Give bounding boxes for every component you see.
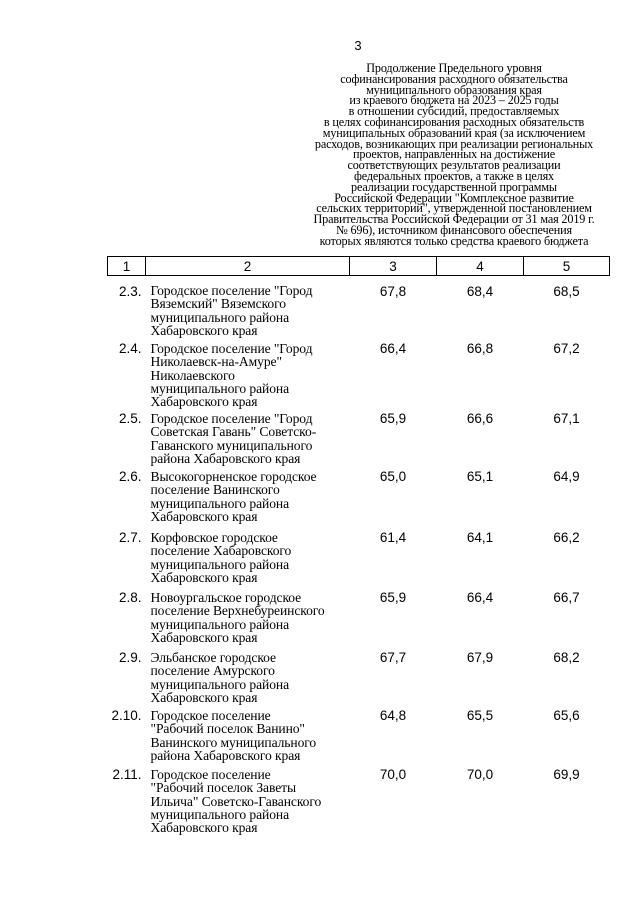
value-col-3: 70,0 bbox=[379, 767, 407, 782]
settlement-name bbox=[146, 529, 350, 589]
settlement-name-line: Городское поселение bbox=[150, 708, 271, 723]
settlement-name-line: Хабаровского края bbox=[150, 689, 258, 705]
settlement-name-line: муниципального района bbox=[150, 806, 290, 822]
settlement-name-line: Городское поселение "Город bbox=[150, 283, 313, 298]
settlement-name-line: района Хабаровского края bbox=[150, 450, 301, 466]
settlement-name-line: Хабаровского края bbox=[150, 569, 258, 585]
value-col-3: 67,7 bbox=[379, 650, 407, 665]
annex-note-line: соответствующих результатов реализации bbox=[347, 158, 561, 173]
value-col-3: 65,9 bbox=[379, 590, 407, 605]
settlement-name-line: муниципального района bbox=[150, 616, 290, 632]
annex-note-line: в отношении субсидий, предоставляемых bbox=[348, 104, 560, 119]
settlement-name-line: поселение Амурского bbox=[150, 663, 275, 679]
value-col-5: 68,2 bbox=[553, 650, 580, 665]
settlement-name bbox=[146, 410, 350, 468]
settlement-name-line: Советская Гавань" Советско- bbox=[150, 424, 317, 440]
settlement-name-line: Городское поселение bbox=[150, 767, 271, 782]
value-col-4: 66,4 bbox=[466, 590, 494, 605]
header-col-5: 5 bbox=[524, 257, 610, 276]
value-col-3: 65,9 bbox=[379, 411, 407, 426]
settlement-name-line: муниципального района bbox=[150, 676, 290, 692]
annex-note-line: Продолжение Предельного уровня bbox=[366, 61, 542, 75]
annex-note-line: проектов, направленных на достижение bbox=[353, 147, 555, 162]
settlement-name bbox=[146, 589, 350, 649]
table-row bbox=[108, 340, 610, 410]
table-header-row bbox=[108, 257, 610, 276]
page-number: 3 bbox=[354, 38, 362, 53]
value-col-4: 67,9 bbox=[466, 650, 494, 665]
annex-note-line: Правительства Российской Федерации от 31 мая 2019 г. bbox=[313, 212, 595, 227]
row-number: 2.5. bbox=[118, 411, 142, 426]
settlement-name-line: "Рабочий поселок Заветы bbox=[150, 780, 297, 796]
settlement-name bbox=[146, 649, 350, 707]
settlement-name-line: района Хабаровского края bbox=[150, 747, 301, 763]
value-col-4: 70,0 bbox=[466, 767, 494, 782]
settlement-name-line: муниципального района bbox=[150, 495, 290, 511]
value-col-4: 68,4 bbox=[466, 284, 494, 299]
value-col-5: 67,2 bbox=[553, 341, 580, 356]
value-col-5: 65,6 bbox=[553, 708, 580, 723]
annex-note-line: сельских территорий", утвержденной постановлением bbox=[316, 201, 592, 216]
settlement-name-line: Хабаровского края bbox=[150, 508, 258, 524]
value-col-5: 69,9 bbox=[553, 767, 580, 782]
settlement-name-line: Николаевского bbox=[150, 367, 235, 383]
settlement-name-line: Городское поселение "Город bbox=[150, 411, 313, 426]
annex-note bbox=[298, 63, 610, 247]
settlement-name-line: Вяземский" Вяземского bbox=[150, 296, 286, 312]
settlement-name-line: муниципального района bbox=[150, 380, 290, 396]
value-col-3: 66,4 bbox=[379, 341, 407, 356]
table-row bbox=[108, 649, 610, 707]
value-col-5: 67,1 bbox=[553, 411, 580, 426]
table-row bbox=[108, 766, 610, 834]
annex-note-line: муниципальных образований края (за исключением bbox=[322, 125, 586, 140]
settlement-name bbox=[146, 766, 350, 834]
settlement-name-line: Ильича" Советско-Гаванского bbox=[150, 793, 322, 809]
value-col-3: 65,0 bbox=[379, 469, 407, 484]
value-col-4: 64,1 bbox=[466, 530, 494, 545]
data-table bbox=[107, 256, 610, 834]
header-col-1: 1 bbox=[108, 257, 146, 276]
row-number: 2.8. bbox=[118, 590, 142, 605]
settlement-name bbox=[146, 468, 350, 529]
settlement-name-line: муниципального района bbox=[150, 556, 290, 572]
annex-note-line: которых являются только средства краевого бюджета bbox=[319, 233, 589, 248]
value-col-4: 66,8 bbox=[466, 341, 494, 356]
table-row bbox=[108, 410, 610, 468]
row-number: 2.3. bbox=[118, 284, 142, 299]
table-row bbox=[108, 589, 610, 649]
value-col-4: 65,1 bbox=[466, 469, 494, 484]
row-number: 2.4. bbox=[118, 341, 142, 356]
annex-note-line: муниципального образования края bbox=[366, 82, 542, 97]
table-row bbox=[108, 529, 610, 589]
row-number: 2.11. bbox=[112, 767, 142, 782]
settlement-name-line: Хабаровского края bbox=[150, 629, 258, 645]
row-number: 2.7. bbox=[118, 530, 142, 545]
value-col-4: 65,5 bbox=[466, 708, 494, 723]
row-number: 2.10. bbox=[111, 708, 142, 723]
value-col-5: 68,5 bbox=[553, 284, 580, 299]
table-row bbox=[108, 276, 610, 341]
value-col-3: 61,4 bbox=[379, 530, 407, 545]
settlement-name-line: муниципального района bbox=[150, 309, 290, 325]
settlement-name-line: Хабаровского края bbox=[150, 394, 258, 410]
settlement-name bbox=[146, 340, 350, 410]
settlement-name-line: Эльбанское городское bbox=[150, 650, 276, 665]
settlement-name-line: Николаевск-на-Амуре" bbox=[150, 354, 282, 370]
value-col-5: 66,7 bbox=[553, 590, 580, 605]
annex-note-line: федеральных проектов, а также в целях bbox=[354, 168, 554, 183]
value-col-3: 67,8 bbox=[379, 284, 407, 299]
table-row bbox=[108, 468, 610, 529]
row-number: 2.6. bbox=[118, 469, 142, 484]
settlement-name-line: поселение Верхнебуреинского bbox=[150, 603, 325, 619]
annex-note-line: Российской Федерации "Комплексное развитие bbox=[334, 190, 574, 205]
settlement-name-line: Корфовское городское bbox=[150, 530, 278, 545]
annex-note-line: в целях софинансирования расходных обязательств bbox=[323, 114, 585, 129]
settlement-name-line: поселение Хабаровского bbox=[150, 543, 292, 559]
settlement-name bbox=[146, 276, 350, 341]
value-col-5: 66,2 bbox=[553, 530, 580, 545]
annex-note-line: софинансирования расходного обязательства bbox=[340, 71, 568, 86]
settlement-name-line: Ванинского муниципального bbox=[150, 734, 317, 750]
settlement-name-line: Хабаровского края bbox=[150, 322, 258, 338]
settlement-name bbox=[146, 707, 350, 766]
header-col-3: 3 bbox=[350, 257, 437, 276]
settlement-name-line: Высокогорненское городское bbox=[150, 469, 317, 484]
annex-note-line: из краевого бюджета на 2023 – 2025 годы bbox=[349, 93, 559, 108]
annex-note-line: реализации государственной программы bbox=[351, 179, 557, 194]
settlement-name-line: Городское поселение "Город bbox=[150, 341, 313, 356]
settlement-name-line: Гаванского муниципального bbox=[150, 437, 313, 453]
value-col-5: 64,9 bbox=[553, 469, 580, 484]
header-col-2: 2 bbox=[146, 257, 350, 276]
settlement-name-line: Новоургальское городское bbox=[150, 590, 302, 605]
annex-note-line: расходов, возникающих при реализации региональных bbox=[314, 136, 594, 151]
row-number: 2.9. bbox=[118, 650, 142, 665]
header-col-4: 4 bbox=[437, 257, 524, 276]
settlement-name-line: Хабаровского края bbox=[150, 820, 258, 836]
settlement-name-line: "Рабочий поселок Ванино" bbox=[150, 721, 305, 737]
table-row bbox=[108, 707, 610, 766]
annex-note-line: № 696), источником финансового обеспечения bbox=[336, 222, 572, 237]
settlement-name-line: поселение Ванинского bbox=[150, 482, 280, 498]
value-col-3: 64,8 bbox=[379, 708, 407, 723]
value-col-4: 66,6 bbox=[466, 411, 494, 426]
